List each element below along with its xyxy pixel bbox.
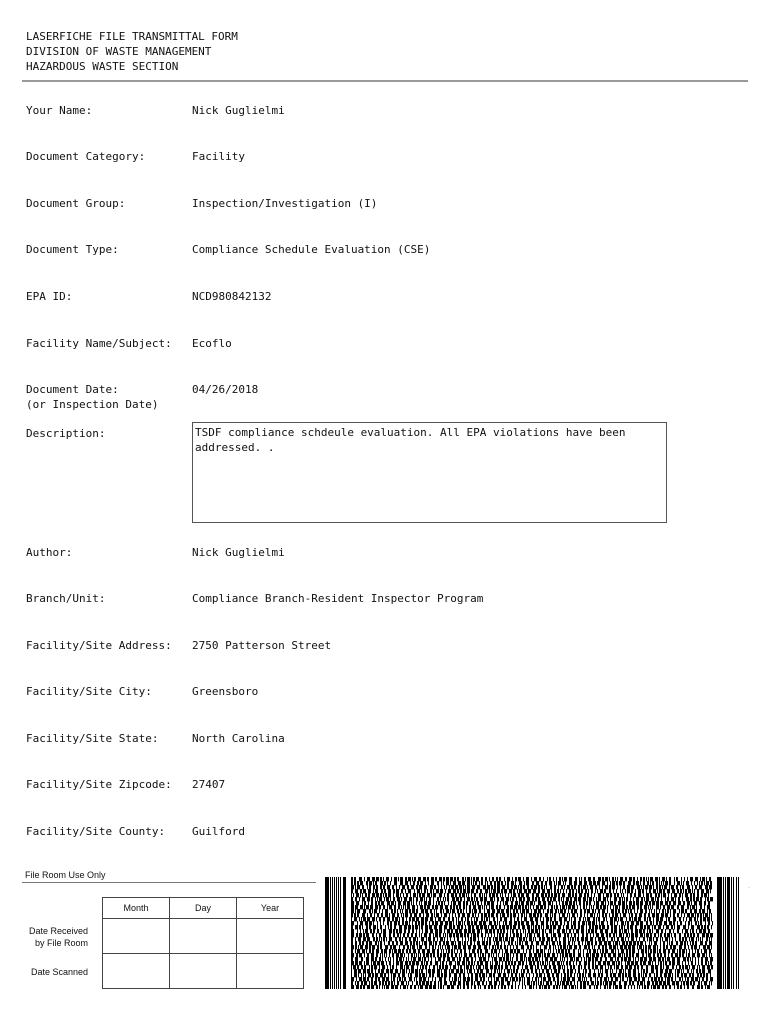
field-value: Ecoflo <box>192 337 232 350</box>
field-label: Facility/Site Zipcode: <box>26 778 172 791</box>
pdf417-barcode <box>325 877 739 989</box>
field-label: Facility/Site Address: <box>26 639 172 652</box>
file-room-divider <box>22 882 316 883</box>
date-received-month-cell <box>103 919 170 954</box>
date-scanned-label: Date Scanned <box>30 967 88 977</box>
description-box <box>192 422 667 523</box>
field-label-secondary: (or Inspection Date) <box>26 398 159 411</box>
description-text: TSDF compliance schdeule evaluation. All EPA violations have been addressed. . <box>195 426 626 454</box>
date-received-label <box>18 925 88 949</box>
column-day: Day <box>170 898 237 919</box>
field-label: Description: <box>26 427 106 440</box>
field-label: EPA ID: <box>26 290 73 303</box>
form-header <box>26 29 238 74</box>
field-value: Compliance Schedule Evaluation (CSE) <box>192 243 431 256</box>
field-label: Facility/Site County: <box>26 825 166 838</box>
column-year: Year <box>237 898 304 919</box>
field-value: 2750 Patterson Street <box>192 639 332 652</box>
field-label: Document Type: <box>26 243 119 256</box>
barcode-mark: . <box>748 884 750 890</box>
field-label: Branch/Unit: <box>26 592 106 605</box>
field-label: Document Category: <box>26 150 146 163</box>
field-label: Document Date: <box>26 383 119 396</box>
field-label: Facility Name/Subject: <box>26 337 172 350</box>
file-room-date-table <box>102 897 304 989</box>
field-label: Facility/Site City: <box>26 685 152 698</box>
field-value: Nick Guglielmi <box>192 104 285 117</box>
field-value: Compliance Branch-Resident Inspector Program <box>192 592 484 605</box>
field-value: 04/26/2018 <box>192 383 259 396</box>
date-received-year-cell <box>237 919 304 954</box>
field-label: Document Group: <box>26 197 126 210</box>
field-value: Guilford <box>192 825 245 838</box>
field-label: Facility/Site State: <box>26 732 159 745</box>
field-value: Nick Guglielmi <box>192 546 285 559</box>
date-received-line-1: Date Received <box>28 926 88 936</box>
date-received-line-2: by File Room <box>34 938 88 948</box>
date-scanned-year-cell <box>237 954 304 989</box>
header-line-2: DIVISION OF WASTE MANAGEMENT <box>26 45 212 58</box>
field-value: NCD980842132 <box>192 290 272 303</box>
field-value: 27407 <box>192 778 226 791</box>
field-value: North Carolina <box>192 732 285 745</box>
header-line-3: HAZARDOUS WASTE SECTION <box>26 60 179 73</box>
date-scanned-month-cell <box>103 954 170 989</box>
date-scanned-day-cell <box>170 954 237 989</box>
field-label: Your Name: <box>26 104 93 117</box>
date-received-day-cell <box>170 919 237 954</box>
column-month: Month <box>103 898 170 919</box>
header-divider <box>22 80 748 82</box>
field-value: Facility <box>192 150 245 163</box>
header-line-1: LASERFICHE FILE TRANSMITTAL FORM <box>26 30 238 43</box>
field-label: Author: <box>26 546 73 559</box>
field-value: Inspection/Investigation (I) <box>192 197 378 210</box>
field-value: Greensboro <box>192 685 259 698</box>
file-room-title: File Room Use Only <box>25 870 106 880</box>
